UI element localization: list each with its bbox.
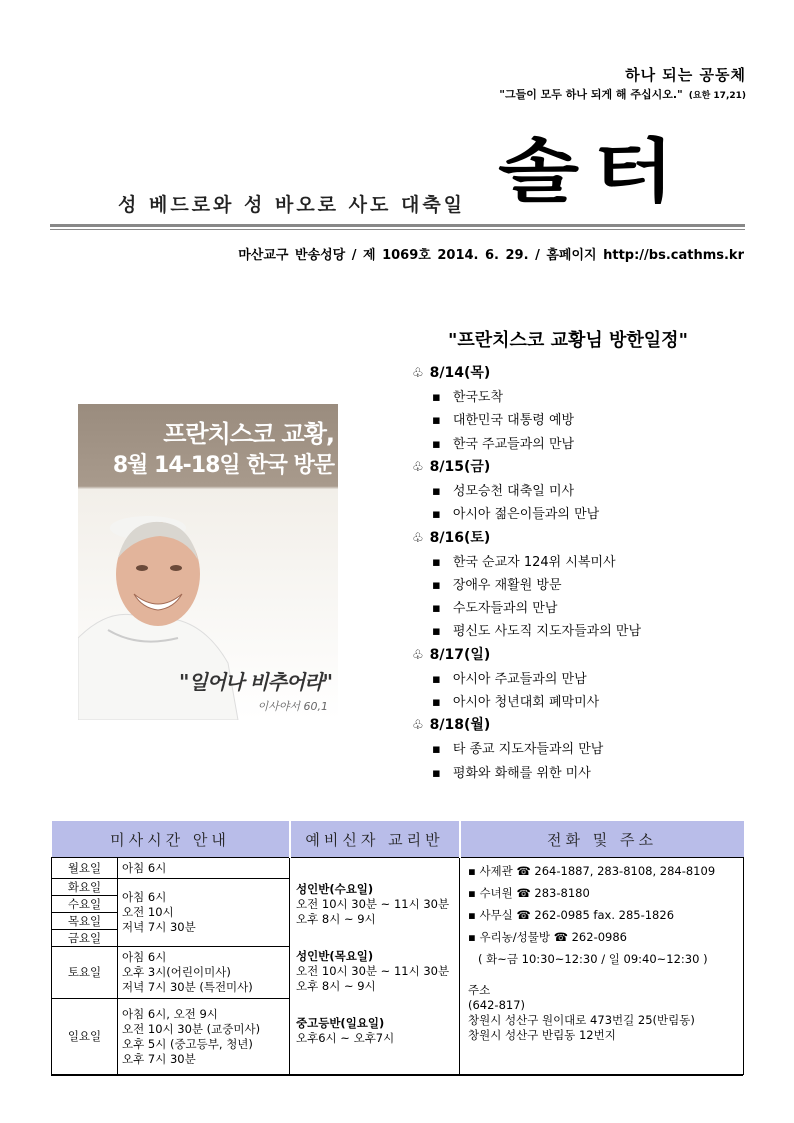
bullet-icon: ▪ xyxy=(432,577,441,593)
visit-event-text: 한국도착 xyxy=(452,390,504,405)
catechism-cell xyxy=(290,858,460,1075)
visit-event-text: 성모승천 대축일 미사 xyxy=(452,483,575,499)
day-cell-thu: 목요일 xyxy=(52,913,118,930)
mass-time-line: 오전 10시 xyxy=(122,905,174,919)
poster-headline-1: 프란치스코 교황, xyxy=(163,420,334,448)
bullet-icon: ▪ xyxy=(432,390,441,405)
catechism-class-name: 성인반(수요일) xyxy=(296,882,374,896)
catechism-time: 오전 10시 30분 ~ 11시 30분 xyxy=(296,897,450,911)
bullet-icon: ▪ xyxy=(432,507,441,523)
visit-event xyxy=(432,762,591,781)
mass-time-line: 아침 6시 xyxy=(122,890,167,904)
visit-date: 8/17(일) xyxy=(429,646,491,663)
visit-event xyxy=(432,597,557,616)
bullet-icon: ▪ xyxy=(432,695,441,710)
mass-time-line: 저녁 7시 30분 (특전미사) xyxy=(122,980,253,994)
visit-event-text: 한국 주교들과의 만남 xyxy=(452,436,575,452)
mass-times-header: 미사시간 안내 xyxy=(52,821,290,858)
visit-event xyxy=(432,503,599,522)
day-cell-sat: 토요일 xyxy=(52,947,118,999)
masthead-logo: 솔터 xyxy=(498,130,689,212)
visit-event xyxy=(432,668,587,687)
catechism-class-name: 중고등반(일요일) xyxy=(296,1016,385,1030)
clover-icon: ♧ xyxy=(412,530,424,546)
poster-headline-2: 8월 14-18일 한국 방문 xyxy=(112,453,334,478)
bottom-rule xyxy=(51,1075,743,1076)
catechism-class xyxy=(296,1016,459,1046)
visit-event xyxy=(432,480,574,499)
catechism-header: 예비신자 교리반 xyxy=(290,821,460,858)
visit-day-2 xyxy=(412,456,490,476)
mass-times-sat xyxy=(118,947,290,999)
visit-day-3 xyxy=(412,527,490,547)
visit-event-text: 평화와 화해를 위한 미사 xyxy=(452,765,591,781)
mass-time-line: 오후 5시 (중고등부, 청년) xyxy=(122,1036,253,1051)
motto-reference: (요한 17,21) xyxy=(688,91,746,101)
phone-list xyxy=(468,864,743,945)
bullet-icon: ▪ xyxy=(432,436,441,452)
phone-line: ▪ 우리농/성물방 ☎ 262-0986 xyxy=(468,930,627,944)
mass-time-line: 아침 6시, 오전 9시 xyxy=(122,1006,218,1021)
day-cell-fri: 금요일 xyxy=(52,930,118,947)
catechism-list xyxy=(296,882,459,1046)
visit-date: 8/18(월) xyxy=(429,717,491,734)
visit-event-text: 평신도 사도직 지도자들과의 만남 xyxy=(452,624,642,640)
bullet-icon: ▪ xyxy=(432,742,441,758)
catechism-time: 오후 8시 ~ 9시 xyxy=(296,979,376,993)
visit-event xyxy=(432,433,574,452)
phone-line: ▪ 수녀원 ☎ 283-8180 xyxy=(468,886,590,900)
catechism-time: 오후 8시 ~ 9시 xyxy=(296,912,376,926)
parish-info-table xyxy=(51,821,744,1075)
visit-event-text: 아시아 젊은이들과의 만남 xyxy=(452,507,600,523)
address-line: (642-817) xyxy=(468,998,526,1012)
day-cell-tue: 화요일 xyxy=(52,879,118,896)
visit-event-text: 장애우 재활원 방문 xyxy=(452,577,562,593)
header-rule xyxy=(50,224,745,227)
bullet-icon: ▪ xyxy=(432,624,441,640)
visit-event xyxy=(432,551,616,570)
visit-event-text: 한국 순교자 124위 시복미사 xyxy=(452,554,616,570)
visit-date: 8/15(금) xyxy=(429,458,491,475)
address-line: 창원시 성산구 반림동 12번지 xyxy=(468,1028,616,1042)
motto-quote xyxy=(499,86,746,102)
issue-info: 마산교구 반송성당 / 제 1069호 2014. 6. 29. / 홈페이지 http://bs.cathms.kr xyxy=(238,248,744,263)
address-line: 창원시 성산구 원이대로 473번길 25(반림동) xyxy=(468,1013,695,1027)
motto-title: 하나 되는 공동체 xyxy=(625,66,746,84)
visit-event-text: 아시아 청년대회 폐막미사 xyxy=(452,695,600,710)
mass-time-line: 아침 6시 xyxy=(122,950,167,964)
visit-schedule-title: "프란치스코 교황님 방한일정" xyxy=(448,330,688,351)
bullet-icon: ▪ xyxy=(432,601,441,617)
mass-time-line: 저녁 7시 30분 xyxy=(122,920,196,934)
catechism-time: 오전 10시 30분 ~ 11시 30분 xyxy=(296,964,450,978)
bullet-icon: ▪ xyxy=(432,554,441,570)
address-line: 주소 xyxy=(468,983,491,997)
mass-times-sun xyxy=(118,999,290,1075)
visit-event xyxy=(432,409,574,428)
office-hours: ( 화~금 10:30~12:30 / 일 09:40~12:30 ) xyxy=(478,952,708,966)
bullet-icon: ▪ xyxy=(432,483,441,499)
visit-event-text: 타 종교 지도자들과의 만남 xyxy=(452,742,604,758)
catechism-class-name: 성인반(목요일) xyxy=(296,949,374,963)
pope-visit-poster xyxy=(78,404,338,720)
bullet-icon: ▪ xyxy=(432,671,441,687)
poster-slogan-reference: 이사야서 60,1 xyxy=(257,700,328,713)
day-cell-sun: 일요일 xyxy=(52,999,118,1075)
phone-line: ▪ 사제관 ☎ 264-1887, 283-8108, 284-8109 xyxy=(468,864,716,878)
mass-times-mon: 아침 6시 xyxy=(118,858,290,879)
clover-icon: ♧ xyxy=(412,366,424,381)
visit-day-5 xyxy=(412,714,490,734)
clover-icon: ♧ xyxy=(412,647,424,663)
visit-event-text: 수도자들과의 만남 xyxy=(452,601,558,617)
feast-title: 성 베드로와 성 바오로 사도 대축일 xyxy=(118,194,466,216)
mass-time-line: 오후 3시(어린이미사) xyxy=(122,965,231,979)
visit-day-1 xyxy=(412,362,490,382)
clover-icon: ♧ xyxy=(412,459,424,475)
catechism-class xyxy=(296,949,459,994)
phone-line: ▪ 사무실 ☎ 262-0985 fax. 285-1826 xyxy=(468,908,675,922)
address-block xyxy=(468,983,743,1043)
visit-event xyxy=(432,574,562,593)
day-cell-mon: 월요일 xyxy=(52,858,118,879)
visit-day-4 xyxy=(412,644,490,664)
visit-event-text: 대한민국 대통령 예방 xyxy=(452,413,575,429)
visit-event xyxy=(432,620,641,639)
contact-header: 전화 및 주소 xyxy=(460,821,744,858)
clover-icon: ♧ xyxy=(412,718,424,734)
day-cell-wed: 수요일 xyxy=(52,896,118,913)
header-rule-thin xyxy=(50,229,745,230)
visit-event-text: 아시아 주교들과의 만남 xyxy=(452,671,587,687)
motto-quote-text: "그들이 모두 하나 되게 해 주십시오." xyxy=(499,88,683,101)
visit-event xyxy=(432,738,603,757)
bullet-icon: ▪ xyxy=(432,413,441,429)
bullet-icon: ▪ xyxy=(432,765,441,781)
catechism-class xyxy=(296,882,459,927)
mass-times-weekdays xyxy=(118,879,290,947)
visit-event xyxy=(432,691,599,710)
poster-slogan: "일어나 비추어라" xyxy=(178,670,332,694)
visit-event xyxy=(432,386,503,405)
contact-cell xyxy=(460,858,744,1075)
visit-date: 8/14(목) xyxy=(429,365,491,381)
visit-date: 8/16(토) xyxy=(429,529,491,546)
mass-time-line: 오후 7시 30분 xyxy=(122,1051,196,1066)
mass-time-line: 오전 10시 30분 (교중미사) xyxy=(122,1021,261,1036)
catechism-time: 오후6시 ~ 오후7시 xyxy=(296,1031,395,1045)
